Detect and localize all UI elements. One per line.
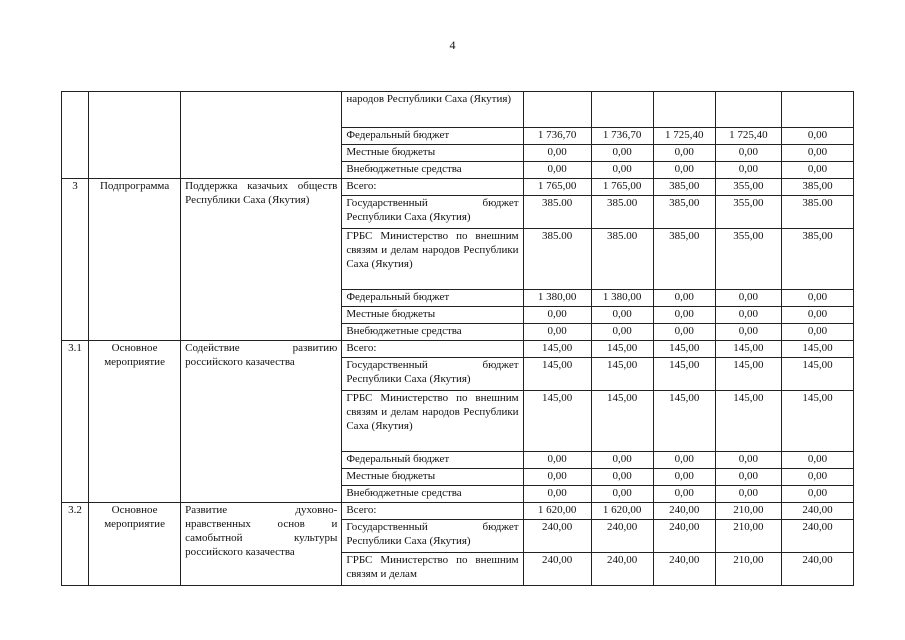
value-cell bbox=[523, 92, 591, 128]
value-cell: 145,00 bbox=[591, 358, 653, 391]
funding-source-cell: Внебюджетные средства bbox=[342, 486, 523, 503]
value-cell: 0,00 bbox=[591, 452, 653, 469]
funding-source-cell: Всего: bbox=[342, 179, 523, 196]
value-cell: 1 620,00 bbox=[591, 503, 653, 520]
value-cell bbox=[591, 92, 653, 128]
value-cell: 0,00 bbox=[591, 324, 653, 341]
value-cell: 145,00 bbox=[781, 391, 853, 452]
funding-source-cell: ГРБС Министерство по внешним связям и делам bbox=[342, 553, 523, 586]
value-cell: 0,00 bbox=[523, 486, 591, 503]
funding-source-cell: Местные бюджеты bbox=[342, 145, 523, 162]
value-cell: 355,00 bbox=[715, 179, 781, 196]
value-cell: 145,00 bbox=[591, 391, 653, 452]
value-cell: 0,00 bbox=[781, 469, 853, 486]
funding-source-cell: Местные бюджеты bbox=[342, 307, 523, 324]
funding-source-cell: народов Республики Саха (Якутия) bbox=[342, 92, 523, 128]
value-cell: 0,00 bbox=[591, 162, 653, 179]
value-cell: 145,00 bbox=[715, 341, 781, 358]
funding-source-cell: Внебюджетные средства bbox=[342, 162, 523, 179]
value-cell: 240,00 bbox=[591, 553, 653, 586]
value-cell: 0,00 bbox=[653, 324, 715, 341]
value-cell: 0,00 bbox=[591, 145, 653, 162]
value-cell: 145,00 bbox=[715, 391, 781, 452]
value-cell bbox=[781, 92, 853, 128]
value-cell: 355,00 bbox=[715, 229, 781, 290]
value-cell: 0,00 bbox=[781, 324, 853, 341]
value-cell: 0,00 bbox=[591, 469, 653, 486]
value-cell: 240,00 bbox=[781, 553, 853, 586]
value-cell: 0,00 bbox=[523, 307, 591, 324]
funding-source-cell: ГРБС Министерство по внешним связям и делам народов Республики Саха (Якутия) bbox=[342, 229, 523, 290]
value-cell: 240,00 bbox=[591, 520, 653, 553]
value-cell: 0,00 bbox=[715, 307, 781, 324]
value-cell: 0,00 bbox=[653, 452, 715, 469]
value-cell: 1 736,70 bbox=[591, 128, 653, 145]
value-cell: 145,00 bbox=[523, 341, 591, 358]
item-type-cell: Основное мероприятие bbox=[89, 341, 181, 503]
item-type-cell: Основное мероприятие bbox=[89, 503, 181, 586]
value-cell: 1 765,00 bbox=[591, 179, 653, 196]
value-cell: 0,00 bbox=[781, 452, 853, 469]
value-cell: 145,00 bbox=[523, 391, 591, 452]
value-cell: 385,00 bbox=[781, 229, 853, 290]
value-cell: 385,00 bbox=[653, 179, 715, 196]
value-cell: 145,00 bbox=[653, 391, 715, 452]
item-number-cell: 3 bbox=[62, 179, 89, 341]
item-number-cell bbox=[62, 92, 89, 179]
value-cell: 0,00 bbox=[653, 145, 715, 162]
value-cell: 0,00 bbox=[781, 307, 853, 324]
funding-source-cell: Государственный бюджет Республики Саха (Якутия) bbox=[342, 196, 523, 229]
value-cell: 0,00 bbox=[523, 162, 591, 179]
value-cell: 0,00 bbox=[781, 290, 853, 307]
item-name-cell: Развитие духовно-нравственных основ и самобытной культуры российского казачества bbox=[181, 503, 342, 586]
value-cell: 0,00 bbox=[523, 324, 591, 341]
value-cell: 385.00 bbox=[523, 196, 591, 229]
table-row bbox=[62, 341, 854, 358]
funding-source-cell: Всего: bbox=[342, 341, 523, 358]
value-cell: 385.00 bbox=[591, 196, 653, 229]
value-cell: 0,00 bbox=[715, 162, 781, 179]
value-cell: 1 725,40 bbox=[653, 128, 715, 145]
value-cell: 1 620,00 bbox=[523, 503, 591, 520]
value-cell: 0,00 bbox=[523, 145, 591, 162]
value-cell: 145,00 bbox=[591, 341, 653, 358]
value-cell: 0,00 bbox=[715, 145, 781, 162]
value-cell: 385,00 bbox=[653, 229, 715, 290]
value-cell: 0,00 bbox=[653, 307, 715, 324]
value-cell: 385.00 bbox=[523, 229, 591, 290]
item-name-cell: Содействие развитию российского казачества bbox=[181, 341, 342, 503]
value-cell: 210,00 bbox=[715, 553, 781, 586]
funding-source-cell: ГРБС Министерство по внешним связям и делам народов Республики Саха (Якутия) bbox=[342, 391, 523, 452]
value-cell: 355,00 bbox=[715, 196, 781, 229]
value-cell: 0,00 bbox=[653, 486, 715, 503]
page-number: 4 bbox=[449, 38, 456, 52]
value-cell: 0,00 bbox=[781, 145, 853, 162]
value-cell: 240,00 bbox=[653, 503, 715, 520]
value-cell: 1 725,40 bbox=[715, 128, 781, 145]
value-cell: 210,00 bbox=[715, 520, 781, 553]
value-cell: 0,00 bbox=[781, 486, 853, 503]
value-cell: 0,00 bbox=[591, 486, 653, 503]
value-cell: 240,00 bbox=[653, 553, 715, 586]
funding-source-cell: Федеральный бюджет bbox=[342, 452, 523, 469]
value-cell: 0,00 bbox=[523, 469, 591, 486]
item-number-cell: 3.2 bbox=[62, 503, 89, 586]
value-cell: 1 380,00 bbox=[591, 290, 653, 307]
value-cell: 385,00 bbox=[653, 196, 715, 229]
funding-source-cell: Федеральный бюджет bbox=[342, 290, 523, 307]
value-cell: 0,00 bbox=[781, 128, 853, 145]
value-cell: 0,00 bbox=[715, 469, 781, 486]
value-cell: 145,00 bbox=[781, 358, 853, 391]
funding-source-cell: Государственный бюджет Республики Саха (Якутия) bbox=[342, 358, 523, 391]
budget-table bbox=[61, 91, 854, 586]
table-row bbox=[62, 503, 854, 520]
value-cell: 240,00 bbox=[523, 520, 591, 553]
value-cell: 240,00 bbox=[653, 520, 715, 553]
value-cell bbox=[653, 92, 715, 128]
funding-source-cell: Федеральный бюджет bbox=[342, 128, 523, 145]
value-cell: 145,00 bbox=[523, 358, 591, 391]
value-cell: 385,00 bbox=[781, 179, 853, 196]
value-cell: 1 380,00 bbox=[523, 290, 591, 307]
value-cell: 0,00 bbox=[715, 290, 781, 307]
value-cell bbox=[715, 92, 781, 128]
item-name-cell bbox=[181, 92, 342, 179]
value-cell: 1 736,70 bbox=[523, 128, 591, 145]
value-cell: 240,00 bbox=[781, 520, 853, 553]
funding-source-cell: Государственный бюджет Республики Саха (Якутия) bbox=[342, 520, 523, 553]
value-cell: 1 765,00 bbox=[523, 179, 591, 196]
value-cell: 0,00 bbox=[523, 452, 591, 469]
value-cell: 145,00 bbox=[715, 358, 781, 391]
table-row bbox=[62, 92, 854, 128]
funding-source-cell: Местные бюджеты bbox=[342, 469, 523, 486]
value-cell: 385.00 bbox=[781, 196, 853, 229]
value-cell: 0,00 bbox=[715, 486, 781, 503]
value-cell: 0,00 bbox=[715, 452, 781, 469]
value-cell: 145,00 bbox=[781, 341, 853, 358]
value-cell: 385.00 bbox=[591, 229, 653, 290]
value-cell: 0,00 bbox=[653, 162, 715, 179]
value-cell: 145,00 bbox=[653, 341, 715, 358]
value-cell: 0,00 bbox=[591, 307, 653, 324]
value-cell: 0,00 bbox=[781, 162, 853, 179]
value-cell: 0,00 bbox=[653, 290, 715, 307]
item-name-cell: Поддержка казачьих обществ Республики Саха (Якутия) bbox=[181, 179, 342, 341]
value-cell: 240,00 bbox=[523, 553, 591, 586]
item-type-cell bbox=[89, 92, 181, 179]
value-cell: 210,00 bbox=[715, 503, 781, 520]
value-cell: 0,00 bbox=[715, 324, 781, 341]
item-number-cell: 3.1 bbox=[62, 341, 89, 503]
table-row bbox=[62, 179, 854, 196]
item-type-cell: Подпрограмма bbox=[89, 179, 181, 341]
funding-source-cell: Внебюджетные средства bbox=[342, 324, 523, 341]
funding-source-cell: Всего: bbox=[342, 503, 523, 520]
value-cell: 0,00 bbox=[653, 469, 715, 486]
value-cell: 145,00 bbox=[653, 358, 715, 391]
value-cell: 240,00 bbox=[781, 503, 853, 520]
